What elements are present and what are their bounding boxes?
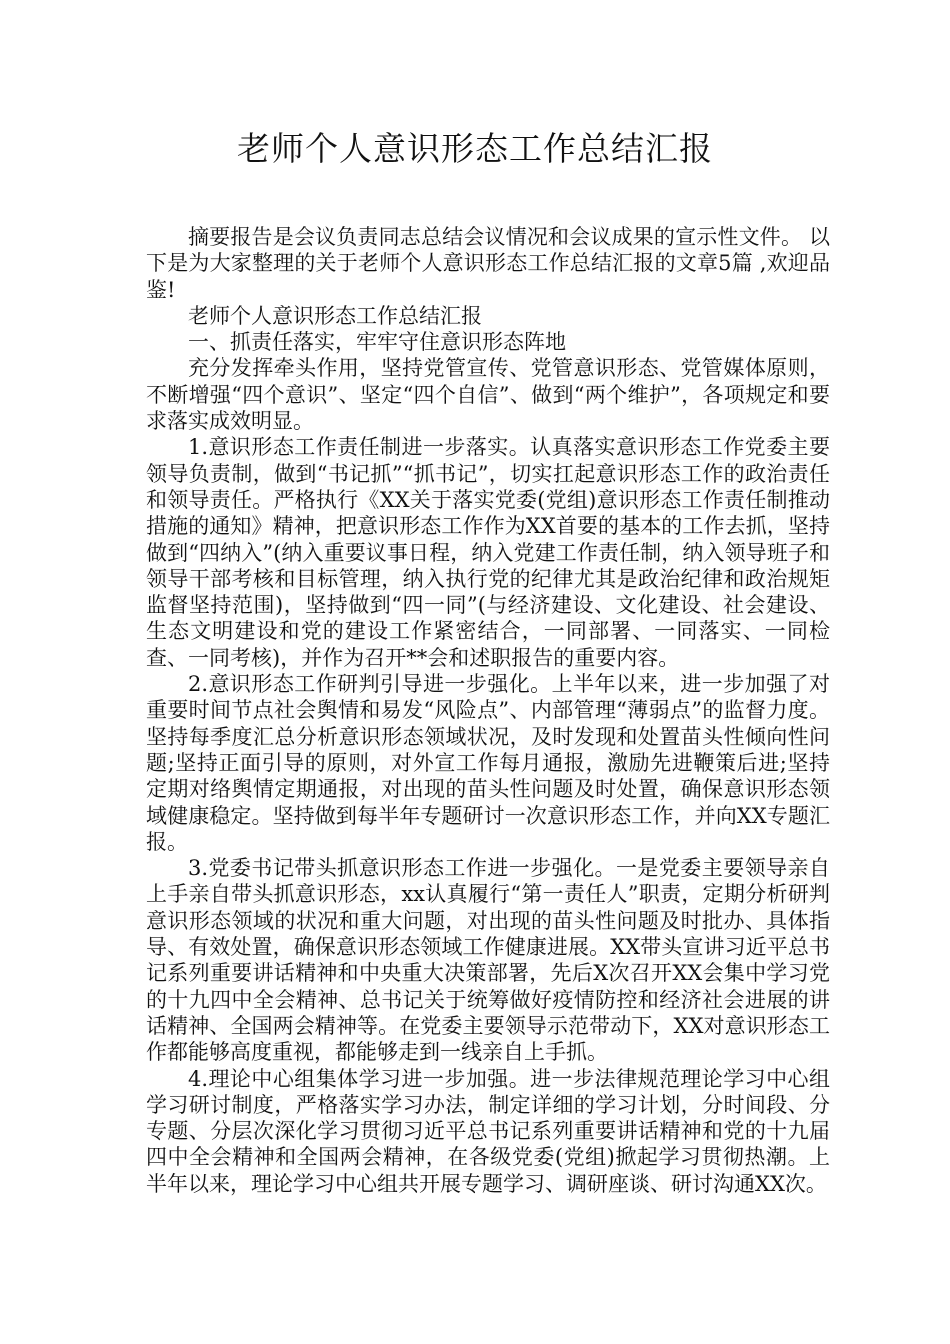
body-paragraph: 充分发挥牵头作用，坚持党管宣传、党管意识形态、党管媒体原则，不断增强“四个意识”、坚定“四个自信”、做到“两个维护”，各项规定和要求落实成效明显。	[146, 356, 830, 434]
intro-paragraph: 摘要报告是会议负责同志总结会议情况和会议成果的宣示性文件。 以下是为大家整理的关于老师个人意识形态工作总结汇报的文章5篇 ,欢迎品鉴!	[146, 225, 830, 302]
body-paragraph: 1.意识形态工作责任制进一步落实。认真落实意识形态工作党委主要领导负责制，做到“书记抓”“抓书记”，切实扛起意识形态工作的政治责任和领导责任。严格执行《XX关于落实党委(党组)意识形态工作责任制推动措施的通知》精神，把意识形态工作作为XX首要的基本的工作去抓，坚持做到“四纳入”(纳入重要议事日程，纳入党建工作责任制，纳入领导班子和领导干部考核和目标管理，纳入执行党的纪律尤其是政治纪律和政治规矩监督坚持范围)，坚持做到“四一同”(与经济建设、文化建设、社会建设、生态文明建设和党的建设工作紧密结合，一同部署、一同落实、一同检查、一同考核)，并作为召开**会和述职报告的重要内容。	[146, 435, 830, 670]
document-body	[146, 224, 830, 1197]
article-subtitle: 老师个人意识形态工作总结汇报	[188, 303, 482, 328]
section-heading: 一、抓责任落实，牢牢守住意识形态阵地	[188, 330, 566, 355]
document-title: 老师个人意识形态工作总结汇报	[237, 129, 713, 168]
body-paragraph: 3.党委书记带头抓意识形态工作进一步强化。一是党委主要领导亲自上手亲自带头抓意识形态，xx认真履行“第一责任人”职责，定期分析研判意识形态领域的状况和重大问题，对出现的苗头性问题及时批办、具体指导、有效处置，确保意识形态领域工作健康进展。XX带头宣讲习近平总书记系列重要讲话精神和中央重大决策部署，先后X次召开XX会集中学习党的十九四中全会精神、总书记关于统筹做好疫情防控和经济社会进展的讲话精神、全国两会精神等。在党委主要领导示范带动下，XX对意识形态工作都能够高度重视，都能够走到一线亲自上手抓。	[146, 856, 830, 1065]
body-paragraph: 4.理论中心组集体学习进一步加强。进一步法律规范理论学习中心组学习研讨制度，严格落实学习办法，制定详细的学习计划，分时间段、分专题、分层次深化学习贯彻习近平总书记系列重要讲话精神和党的十九届四中全会精神和全国两会精神，在各级党委(党组)掀起学习贯彻热潮。上半年以来，理论学习中心组共开展专题学习、调研座谈、研讨沟通XX次。	[146, 1066, 830, 1196]
body-paragraph: 2.意识形态工作研判引导进一步强化。上半年以来，进一步加强了对重要时间节点社会舆情和易发“风险点”、内部管理“薄弱点”的监督力度。坚持每季度汇总分析意识形态领域状况，及时发现和处置苗头性倾向性问题;坚持正面引导的原则，对外宣工作每月通报，激励先进鞭策后进;坚持定期对络舆情定期通报，对出现的苗头性问题及时处置，确保意识形态领域健康稳定。坚持做到每半年专题研讨一次意识形态工作，并向XX专题汇报。	[146, 672, 830, 854]
